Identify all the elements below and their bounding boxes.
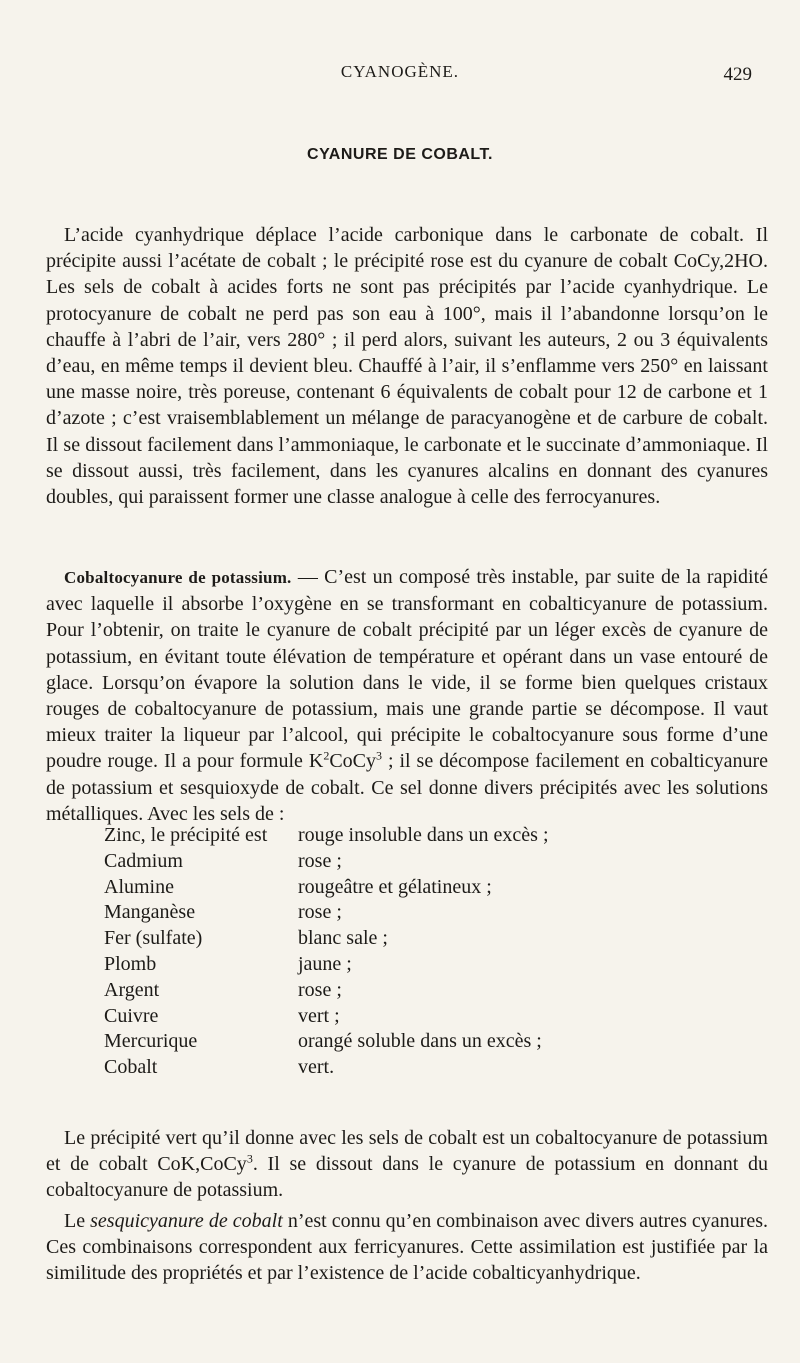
metal-name: Cadmium bbox=[104, 849, 183, 872]
paragraph-3 bbox=[46, 1125, 768, 1204]
paragraph-sesquicyanure bbox=[46, 1208, 768, 1287]
paragraph-3-text-a: Le précipité vert qu’il donne avec les sels de cobalt est un cobaltocyanure de potassium et de cobalt CoK,CoCy bbox=[46, 1127, 768, 1176]
paragraph-1: L’acide cyanhydrique déplace l’acide carbonique dans le carbonate de cobalt. Il précipite aussi l’acétate de cobalt ; le précipité rose est du cyanure de cobalt CoCy,2HO. Les sels de cobalt à acides forts ne sont pas précipités par l’acide cyanhydrique. Le protocyanure de cobalt ne perd pas son eau à 100°, mais il l’abandonne lorsqu’on le chauffe à l’abri de l’air, vers 280° ; il perd alors, suivant les auteurs, 2 ou 3 équivalents d’eau, en même temps il devient bleu. Chauffé à l’air, il s’enflamme vers 250° en laissant une masse noire, très poreuse, contenant 6 équivalents de cobalt pour 12 de carbone et 1 d’azote ; c’est vraisemblablement un mélange de paracyanogène et de carbure de cobalt. Il se dissout facilement dans l’ammoniaque, le carbonate et le succinate d’ammoniaque. Il se dissout aussi, très facilement, dans les cyanures alcalins en donnant des cyanures doubles, qui paraissent former une classe analogue à celle des ferrocyanures. bbox=[46, 224, 768, 509]
paragraph-3-text-b: . Il se dissout dans le cyanure de potassium en donnant du cobaltocyanure de potassium. bbox=[46, 1153, 768, 1202]
precipitate-result: rougeâtre et gélatineux ; bbox=[298, 875, 492, 898]
paragraph-precipite-vert bbox=[46, 1125, 768, 1204]
table-row bbox=[104, 900, 664, 926]
running-head bbox=[0, 62, 800, 86]
formula-superscript-3: 3 bbox=[246, 1151, 253, 1166]
table-row bbox=[104, 1055, 664, 1081]
metal-name: Mercurique bbox=[104, 1030, 198, 1053]
formula-superscript-1: 2 bbox=[323, 748, 330, 763]
paragraph-4 bbox=[46, 1208, 768, 1287]
paragraph-cobaltocyanure bbox=[46, 564, 768, 827]
metal-name: Plomb bbox=[104, 952, 157, 975]
precipitate-result: rouge insoluble dans un excès ; bbox=[298, 824, 549, 846]
section-title: CYANURE DE COBALT. bbox=[307, 146, 493, 163]
paragraph-2-text-a: C’est un composé très instable, par suite de la rapidité avec laquelle il absorbe l’oxygène en se transformant en cobalticyanure de potassium. Pour l’obtenir, on traite le cyanure de cobalt précipité par un léger excès de cyanure de potassium, en évitant toute élévation de température et opérant dans un vase entouré de glace. Lorsqu’on évapore la solution dans le vide, il se forme bien quelques cristaux rouges de cobaltocyanure de potassium, mais une grande partie se décompose. Il vaut mieux traiter la liqueur par l’alcool, qui précipite le cobaltocyanure sous forme d’une poudre rouge. Il a pour formule K bbox=[46, 566, 769, 773]
table-row bbox=[104, 952, 664, 978]
italic-term: sesquicyanure de cobalt bbox=[90, 1210, 283, 1232]
precipitate-result: blanc sale ; bbox=[298, 927, 388, 950]
metal-name: Manganèse bbox=[104, 901, 196, 924]
table-row bbox=[104, 978, 664, 1004]
metal-name: Argent bbox=[104, 978, 160, 1001]
table-row bbox=[104, 926, 664, 952]
precipitate-result: jaune ; bbox=[298, 952, 352, 975]
formula-mid: CoCy bbox=[329, 750, 377, 773]
metal-name: Cuivre bbox=[104, 1004, 159, 1027]
table-row bbox=[104, 1004, 664, 1030]
paragraph-cyanure-de-cobalt bbox=[46, 222, 768, 510]
formula-superscript-2: 3 bbox=[376, 748, 383, 763]
precipitate-result: rose ; bbox=[298, 978, 342, 1001]
paragraph-4-text: n’est connu qu’en combinaison avec divers autres cyanures. Ces combinaisons correspondent aux ferricyanures. Cette assimilation est justifiée par la similitude des propriétés et par l’existence de l’acide cobalticyanhydrique. bbox=[46, 1210, 768, 1285]
run-in-heading: Cobaltocyanure de potassium. bbox=[64, 568, 292, 587]
paragraph-2-text-b: ; il se décompose facilement en cobalticyanure de potassium et sesquioxyde de cobalt. Ce sel donne divers précipités avec les solutions métalliques. Avec les sels de : bbox=[46, 750, 768, 825]
table-row bbox=[104, 823, 664, 849]
metal-name: Fer (sulfate) bbox=[104, 927, 203, 950]
metal-name: Cobalt bbox=[104, 1056, 158, 1079]
paragraph-4-lead: Le bbox=[64, 1210, 91, 1232]
running-title: CYANOGÈNE. bbox=[340, 62, 460, 81]
heading-dash: — bbox=[291, 566, 325, 588]
page-number: 429 bbox=[723, 64, 752, 85]
precipitate-result: vert. bbox=[298, 1056, 335, 1079]
metal-name: Alumine bbox=[104, 875, 174, 898]
precipitate-result: vert ; bbox=[298, 1004, 340, 1027]
table-row bbox=[104, 849, 664, 875]
table-row bbox=[104, 875, 664, 901]
paragraph-2 bbox=[46, 564, 768, 827]
precipitate-result: rose ; bbox=[298, 901, 342, 924]
metal-name: Zinc, le précipité est bbox=[104, 824, 268, 846]
precipitate-result: rose ; bbox=[298, 849, 342, 872]
precipitates-table bbox=[104, 823, 664, 1081]
table-row bbox=[104, 1029, 664, 1055]
precipitate-result: orangé soluble dans un excès ; bbox=[298, 1030, 542, 1053]
